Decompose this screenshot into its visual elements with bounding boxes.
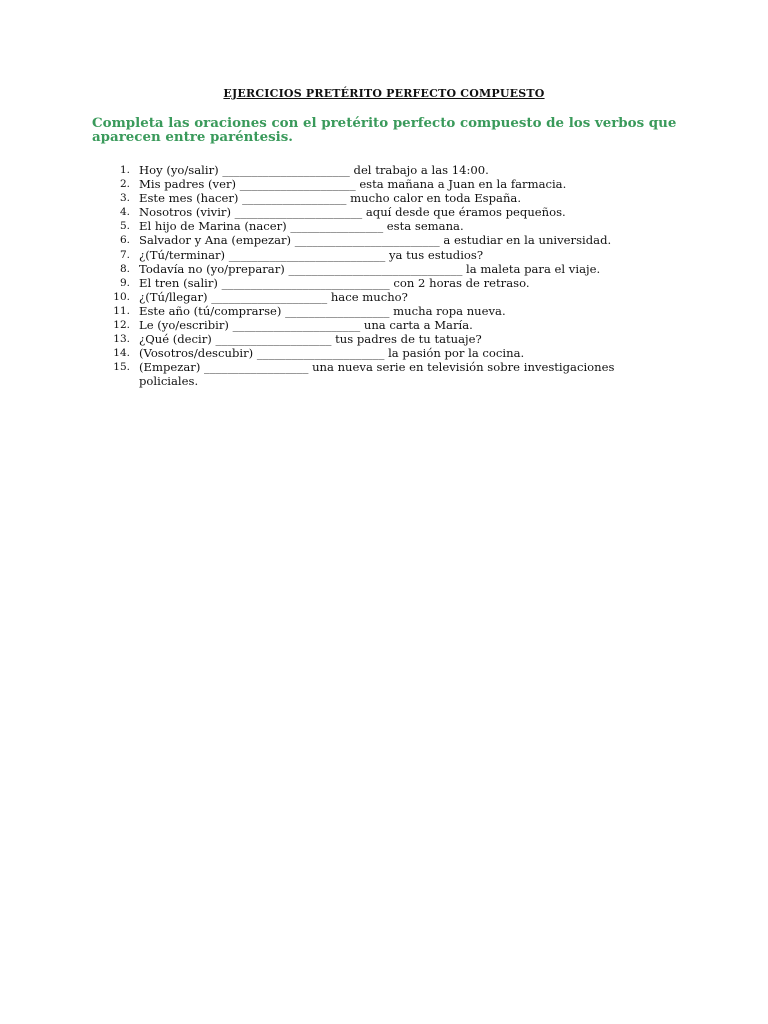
exercise-text: Nosotros (vivir) ______________________ aquí desde que éramos pequeños.: [139, 205, 566, 220]
exercise-item: [104, 304, 644, 318]
exercise-item: [104, 163, 644, 177]
exercise-text: Todavía no (yo/preparar) ______________________________ la maleta para el viaje.: [139, 261, 601, 276]
exercise-number: 11.: [113, 304, 130, 317]
exercise-item: [104, 346, 644, 360]
exercise-number: 7.: [119, 248, 130, 261]
exercise-text: Hoy (yo/salir) ______________________ del trabajo a las 14:00.: [139, 163, 489, 177]
exercise-number: 10.: [113, 290, 130, 303]
exercise-text: ¿Qué (decir) ____________________ tus padres de tu tatuaje?: [139, 332, 482, 347]
exercise-text: Este mes (hacer) __________________ mucho calor en toda España.: [139, 191, 522, 206]
exercise-number: 15.: [113, 361, 130, 374]
exercise-number: 9.: [119, 276, 130, 289]
exercise-number: 14.: [113, 347, 130, 360]
exercise-list: [104, 163, 644, 389]
exercise-number: 1.: [119, 164, 130, 176]
exercise-text: ¿(Tú/terminar) ___________________________ ya tus estudios?: [139, 247, 484, 262]
exercise-text: Este año (tú/comprarse) __________________ mucha ropa nueva.: [139, 303, 506, 318]
exercise-text: Mis padres (ver) ____________________ esta mañana a Juan en la farmacia.: [139, 177, 567, 192]
exercise-text: ¿(Tú/llegar) ____________________ hace mucho?: [139, 289, 408, 304]
page-title: EJERCICIOS PRETÉRITO PERFECTO COMPUESTO: [223, 87, 545, 100]
exercise-item: [104, 177, 644, 191]
exercise-item: [104, 318, 644, 332]
exercise-item: [104, 360, 644, 388]
exercise-item: [104, 233, 644, 247]
exercise-text: Le (yo/escribir) ______________________ una carta a María.: [139, 318, 473, 333]
exercise-number: 8.: [119, 262, 130, 275]
exercise-item: [104, 262, 644, 276]
exercise-number: 13.: [113, 333, 130, 346]
exercise-item: [104, 219, 644, 233]
exercise-item: [104, 205, 644, 219]
instructions-text: Completa las oraciones con el pretérito perfecto compuesto de los verbos que aparecen entre paréntesis.: [92, 115, 677, 145]
exercise-item: [104, 332, 644, 346]
exercise-item: [104, 248, 644, 262]
exercise-text: El hijo de Marina (nacer) ________________ esta semana.: [139, 219, 464, 234]
exercise-number: 4.: [119, 206, 130, 219]
exercise-number: 12.: [113, 319, 130, 332]
exercise-item: [104, 191, 644, 205]
exercise-text: Salvador y Ana (empezar) _________________________ a estudiar en la universidad.: [139, 233, 612, 248]
exercise-item: [104, 276, 644, 290]
exercise-number: 3.: [119, 192, 130, 205]
exercise-text: (Vosotros/descubir) ______________________ la pasión por la cocina.: [139, 346, 525, 361]
exercise-text: El tren (salir) _____________________________ con 2 horas de retraso.: [139, 275, 530, 290]
exercise-number: 5.: [119, 220, 130, 233]
exercise-item: [104, 290, 644, 304]
exercise-text: (Empezar) __________________ una nueva serie en televisión sobre investigaciones policiales.: [139, 360, 615, 389]
exercise-number: 2.: [119, 178, 130, 191]
exercise-number: 6.: [119, 234, 130, 247]
